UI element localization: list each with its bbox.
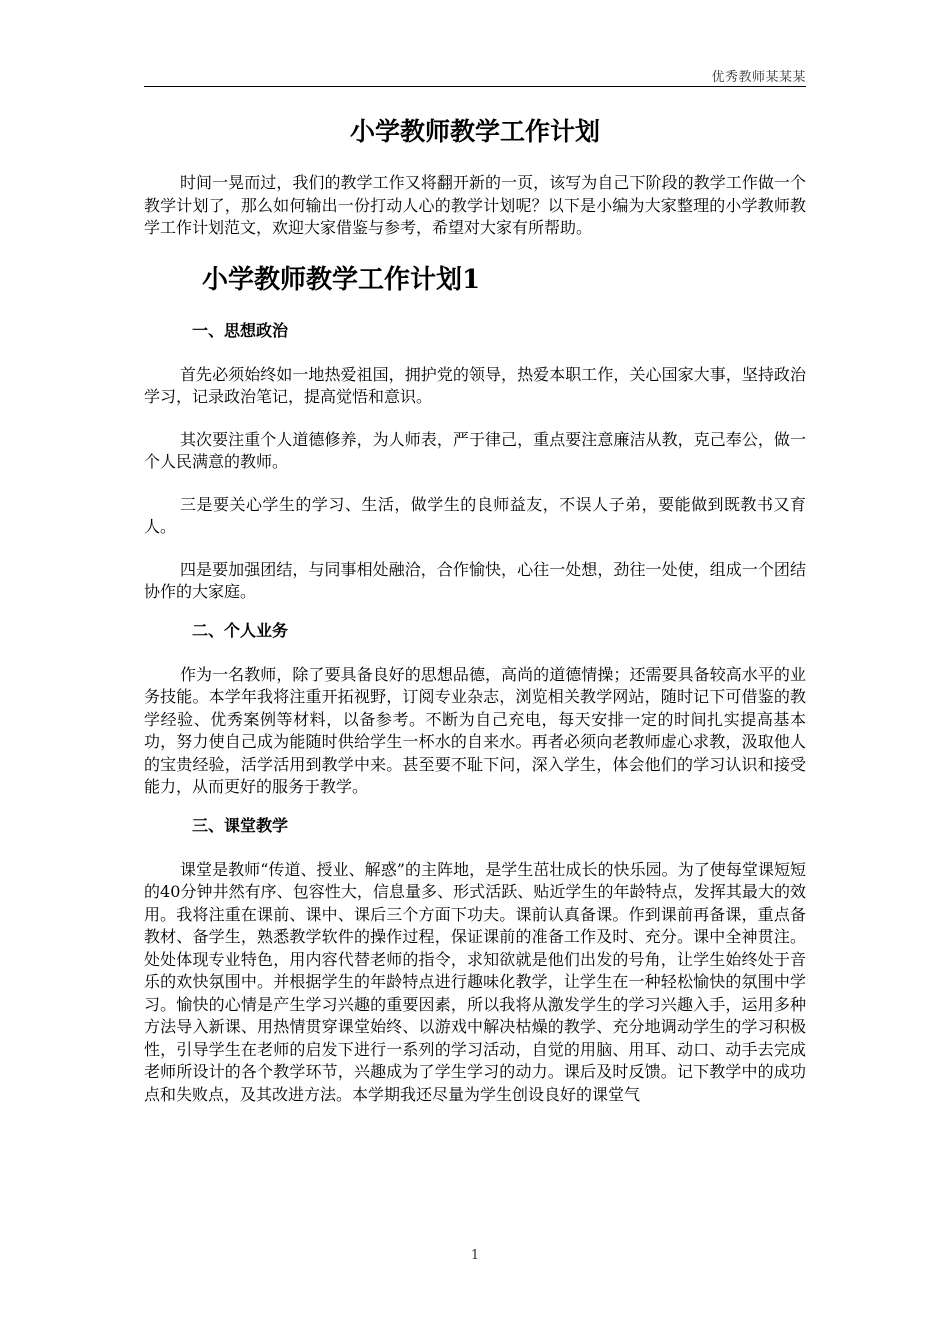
intro-paragraph: 时间一晃而过，我们的教学工作又将翻开新的一页，该写为自己下阶段的教学工作做一个教学计划了，那么如何输出一份打动人心的教学计划呢？以下是小编为大家整理的小学教师教学工作计划范文，欢迎大家借鉴与参考，希望对大家有所帮助。 bbox=[144, 173, 806, 237]
subsection-heading-ideology: 一、思想政治 bbox=[192, 320, 289, 340]
document-title: 小学教师教学工作计划 bbox=[349, 117, 600, 146]
paragraph: 课堂是教师“传道、授业、解惑”的主阵地，是学生茁壮成长的快乐园。为了使每堂课短短的40分钟井然有序、包容性大，信息量多、形式活跃、贴近学生的年龄特点，发挥其最大的效用。我将注重在课前、课中、课后三个方面下功夫。课前认真备课。作到课前再备课，重点备教材、备学生，熟悉教学软件的操作过程，保证课前的准备工作及时、充分。课中全神贯注。处处体现专业特色，用内容代替老师的指令，求知欲就是他们出发的号角，让学生始终处于音乐的欢快氛围中。并根据学生的年龄特点进行趣味化教学，让学生在一种轻松愉快的氛围中学习。愉快的心情是产生学习兴趣的重要因素，所以我将从激发学生的学习兴趣入手，运用多种方法导入新课、用热情贯穿课堂始终、以游戏中解决枯燥的教学、充分地调动学生的学习积极性，引导学生在老师的启发下进行一系列的学习活动，自觉的用脑、用耳、动口、动手去完成老师所设计的各个教学环节，兴趣成为了学生学习的动力。课后及时反馈。记下教学中的成功点和失败点，及其改进方法。本学期我还尽量为学生创设良好的课堂气 bbox=[144, 859, 806, 1104]
page-header: 优秀教师某某某 bbox=[711, 70, 806, 85]
page-number: 1 bbox=[470, 1248, 480, 1263]
paragraph: 三是要关心学生的学习、生活，做学生的良师益友，不误人子弟，要能做到既教书又育人。 bbox=[144, 494, 806, 536]
section-heading: 小学教师教学工作计划1 bbox=[202, 264, 481, 295]
header-divider bbox=[144, 86, 806, 87]
paragraph: 四是要加强团结，与同事相处融洽，合作愉快，心往一处想，劲往一处使，组成一个团结协作的大家庭。 bbox=[144, 559, 806, 601]
subsection-heading-classroom: 三、课堂教学 bbox=[192, 815, 289, 835]
paragraph: 首先必须始终如一地热爱祖国，拥护党的领导，热爱本职工作，关心国家大事，坚持政治学习，记录政治笔记，提高觉悟和意识。 bbox=[144, 364, 806, 406]
document-body bbox=[144, 112, 806, 1106]
paragraph: 其次要注重个人道德修养，为人师表，严于律己，重点要注意廉洁从教，克己奉公，做一个人民满意的教师。 bbox=[144, 429, 806, 471]
paragraph: 作为一名教师，除了要具备良好的思想品德，高尚的道德情操；还需要具备较高水平的业务技能。本学年我将注重开拓视野，订阅专业杂志，浏览相关教学网站，随时记下可借鉴的教学经验、优秀案例等材料，以备参考。不断为自己充电，每天安排一定的时间扎实提高基本功，努力使自己成为能随时供给学生一杯水的自来水。再者必须向老教师虚心求教，汲取他人的宝贵经验，活学活用到教学中来。甚至要不耻下问，深入学生，体会他们的学习认识和接受能力，从而更好的服务于教学。 bbox=[144, 664, 806, 796]
subsection-heading-professional: 二、个人业务 bbox=[192, 620, 289, 640]
